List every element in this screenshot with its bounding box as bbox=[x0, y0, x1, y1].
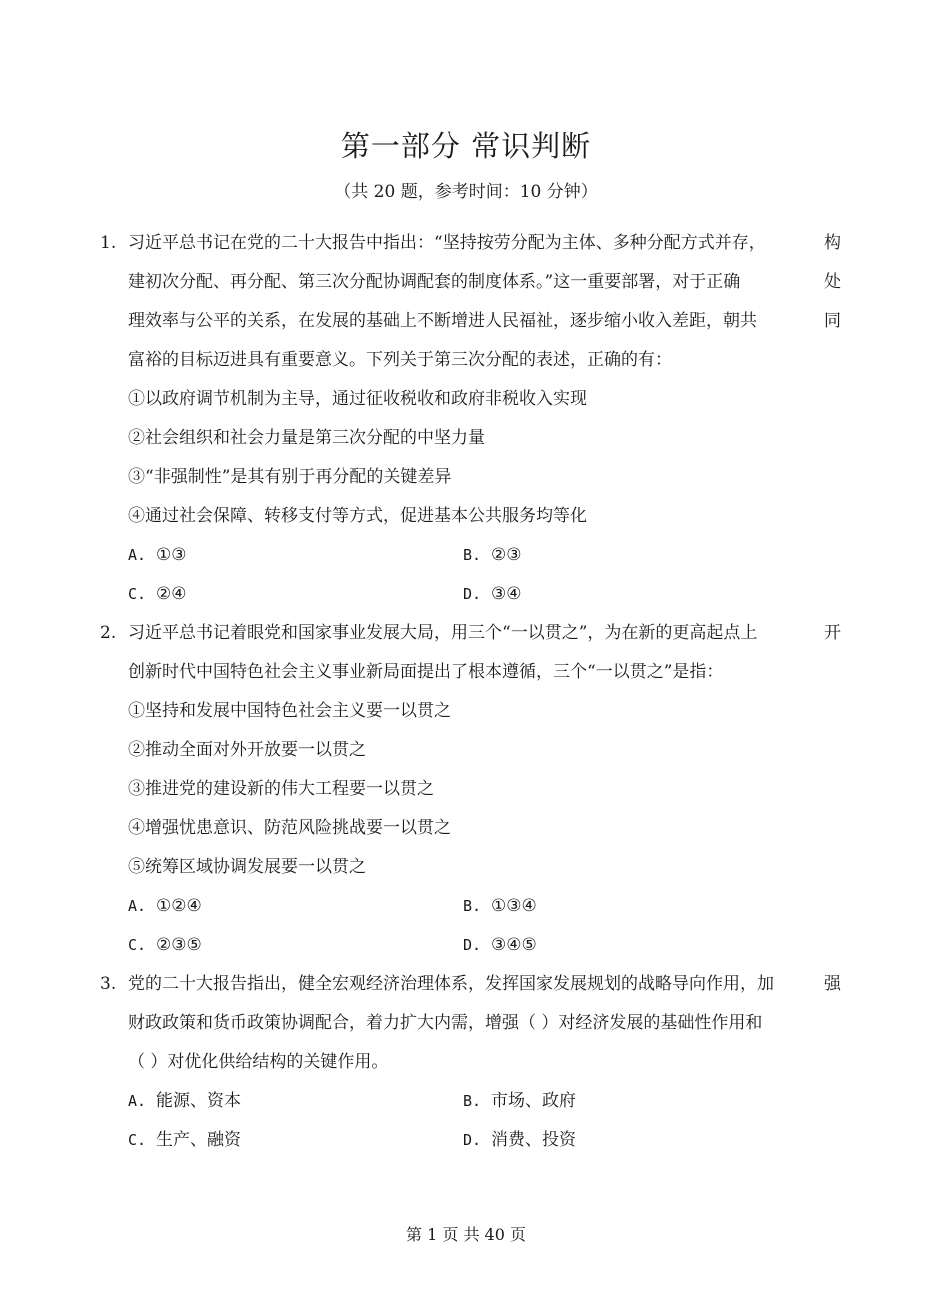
option-text: 能源、资本 bbox=[156, 1091, 241, 1111]
answer-option-a[interactable] bbox=[128, 536, 463, 575]
question-1 bbox=[0, 224, 932, 614]
answer-option-c[interactable] bbox=[128, 575, 463, 614]
question-number: 3. bbox=[100, 974, 117, 994]
stem-line-text: 建初次分配、再分配、第三次分配协调配套的制度体系。”这一重要部署，对于正确 bbox=[128, 272, 741, 292]
stem-line bbox=[128, 341, 841, 380]
answer-option-d[interactable] bbox=[463, 1121, 798, 1160]
answer-option-b[interactable] bbox=[463, 887, 798, 926]
answer-option-d[interactable] bbox=[463, 926, 798, 965]
stem-line bbox=[128, 1004, 841, 1043]
option-letter: B. bbox=[463, 897, 482, 915]
stem-line-tail: 处 bbox=[824, 272, 841, 292]
option-text: ②③⑤ bbox=[156, 935, 202, 955]
stem-line-tail: 开 bbox=[824, 623, 841, 643]
option-text: ②③ bbox=[491, 545, 522, 565]
stem-line bbox=[128, 302, 841, 341]
answer-options bbox=[128, 536, 841, 614]
stem-line bbox=[128, 653, 841, 692]
option-text: ①③ bbox=[156, 545, 187, 565]
stem-line bbox=[128, 614, 841, 653]
statement-item: ①坚持和发展中国特色社会主义要一以贯之 bbox=[128, 701, 451, 721]
stem-line bbox=[128, 263, 841, 302]
answer-option-c[interactable] bbox=[128, 1121, 463, 1160]
question-list bbox=[0, 224, 932, 1160]
stem-line-tail: 强 bbox=[824, 974, 841, 994]
stem-line-text: （ ）对优化供给结构的关键作用。 bbox=[128, 1052, 389, 1072]
stem-line-tail: 构 bbox=[824, 233, 841, 253]
statement-item: ②社会组织和社会力量是第三次分配的中坚力量 bbox=[128, 428, 485, 448]
answer-option-c[interactable] bbox=[128, 926, 463, 965]
answer-option-a[interactable] bbox=[128, 887, 463, 926]
question-number: 1. bbox=[100, 233, 117, 253]
option-letter: A. bbox=[128, 546, 147, 564]
statement-item: ⑤统筹区域协调发展要一以贯之 bbox=[128, 857, 366, 877]
page-title: 第一部分 常识判断 bbox=[340, 129, 592, 163]
question-3 bbox=[0, 965, 932, 1160]
answer-options bbox=[128, 887, 841, 965]
statement-item: ④通过社会保障、转移支付等方式，促进基本公共服务均等化 bbox=[128, 506, 587, 526]
stem-line-tail: 同 bbox=[824, 311, 841, 331]
option-text: 市场、政府 bbox=[491, 1091, 576, 1111]
option-letter: B. bbox=[463, 1092, 482, 1110]
stem-line-text: 党的二十大报告指出，健全宏观经济治理体系，发挥国家发展规划的战略导向作用，加 bbox=[128, 974, 774, 994]
option-letter: D. bbox=[463, 585, 482, 603]
stem-line-text: 理效率与公平的关系，在发展的基础上不断增进人民福祉，逐步缩小收入差距，朝共 bbox=[128, 311, 757, 331]
option-letter: B. bbox=[463, 546, 482, 564]
question-number: 2. bbox=[100, 623, 117, 643]
stem-line-text: 习近平总书记着眼党和国家事业发展大局，用三个“一以贯之”，为在新的更高起点上 bbox=[128, 623, 758, 643]
option-text: ③④ bbox=[491, 584, 522, 604]
statement-item: ③推进党的建设新的伟大工程要一以贯之 bbox=[128, 779, 434, 799]
page-subtitle: （共 20 题，参考时间：10 分钟） bbox=[334, 182, 598, 202]
option-letter: D. bbox=[463, 1131, 482, 1149]
option-letter: A. bbox=[128, 1092, 147, 1110]
option-text: 生产、融资 bbox=[156, 1130, 241, 1150]
statement-item: ④增强忧患意识、防范风险挑战要一以贯之 bbox=[128, 818, 451, 838]
option-letter: A. bbox=[128, 897, 147, 915]
stem-line bbox=[128, 965, 841, 1004]
question-stem bbox=[128, 614, 841, 692]
stem-line bbox=[128, 1043, 841, 1082]
option-letter: C. bbox=[128, 1131, 147, 1149]
statement-item: ②推动全面对外开放要一以贯之 bbox=[128, 740, 366, 760]
stem-line-text: 富裕的目标迈进具有重要意义。下列关于第三次分配的表述，正确的有： bbox=[128, 350, 672, 370]
answer-option-d[interactable] bbox=[463, 575, 798, 614]
question-stem bbox=[128, 224, 841, 380]
option-text: 消费、投资 bbox=[491, 1130, 576, 1150]
stem-line-text: 创新时代中国特色社会主义事业新局面提出了根本遵循，三个“一以贯之”是指： bbox=[128, 662, 724, 682]
question-2 bbox=[0, 614, 932, 965]
option-letter: C. bbox=[128, 936, 147, 954]
statement-item: ③“非强制性”是其有别于再分配的关键差异 bbox=[128, 467, 452, 487]
stem-line bbox=[128, 224, 841, 263]
option-text: ③④⑤ bbox=[491, 935, 537, 955]
option-text: ①②④ bbox=[156, 896, 202, 916]
option-text: ②④ bbox=[156, 584, 187, 604]
option-letter: C. bbox=[128, 585, 147, 603]
answer-option-a[interactable] bbox=[128, 1082, 463, 1121]
answer-options bbox=[128, 1082, 841, 1160]
stem-line-text: 财政政策和货币政策协调配合，着力扩大内需，增强（ ）对经济发展的基础性作用和 bbox=[128, 1013, 763, 1033]
page-footer: 第 1 页 共 40 页 bbox=[406, 1225, 526, 1244]
answer-option-b[interactable] bbox=[463, 536, 798, 575]
option-text: ①③④ bbox=[491, 896, 537, 916]
statement-item: ①以政府调节机制为主导，通过征收税收和政府非税收入实现 bbox=[128, 389, 587, 409]
stem-line-text: 习近平总书记在党的二十大报告中指出：“坚持按劳分配为主体、多种分配方式并存， bbox=[128, 233, 766, 253]
answer-option-b[interactable] bbox=[463, 1082, 798, 1121]
question-stem bbox=[128, 965, 841, 1082]
option-letter: D. bbox=[463, 936, 482, 954]
